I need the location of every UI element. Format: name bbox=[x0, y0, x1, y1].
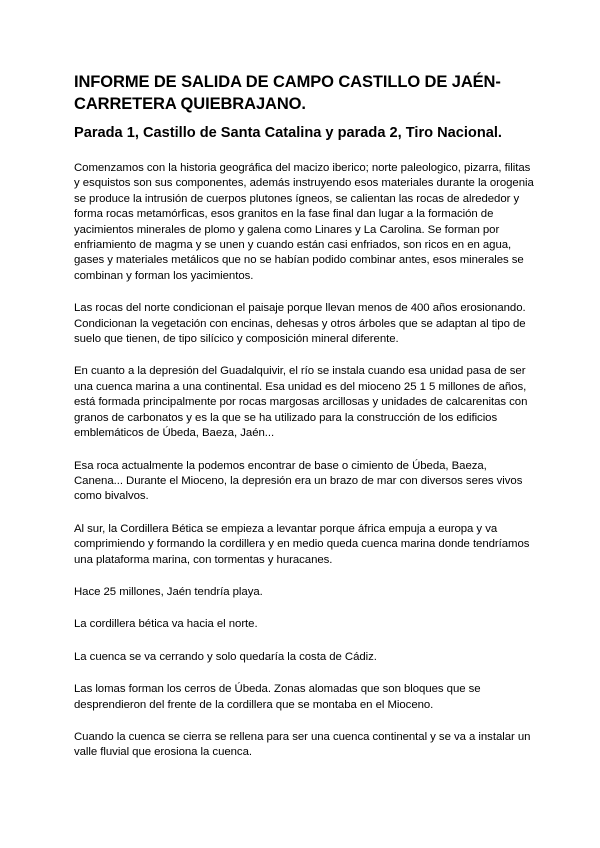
paragraph-10: Cuando la cuenca se cierra se rellena para ser una cuenca continental y se va a instalar un valle fluvial que erosiona la cuenca. bbox=[74, 730, 531, 759]
paragraph-9: Las lomas forman los cerros de Úbeda. Zonas alomadas que son bloques que se desprendieron del frente de la cordillera que se montaba en el Mioceno. bbox=[74, 683, 481, 711]
paragraph-1: Comenzamos con la historia geográfica del macizo iberico; norte paleologico, pizarra, filitas y esquistos son sus componentes, además instruyendo esos materiales durante la orogenia se produce la intrusión de cuerpos plutones ígneos, se calientan las rocas de alrededor y forma rocas metamórficas, esos granitos en la fase final dan lugar a la formación de yacimientos minerales de plomo y galena como Linares y La Carolina. Se forman por enfriamiento de magma y se unen y cuando están casi enfriados, son ricos en en agua, gases y materiales metálicos que no se habían podido combinar antes, esos minerales se combinan y forman los yacimientos. bbox=[74, 162, 534, 282]
paragraph-2: Las rocas del norte condicionan el paisaje porque llevan menos de 400 años erosionando. Condicionan la vegetación con encinas, dehesas y otros árboles que se adaptan al tipo de suelo que tienen, de tipo silícico y composición mineral diferente. bbox=[74, 302, 526, 346]
paragraph-5: Al sur, la Cordillera Bética se empieza a levantar porque áfrica empuja a europa y va comprimiendo y formando la cordillera y en medio queda cuenca marina donde tendríamos una plataforma marina, con tormentas y huracanes. bbox=[74, 522, 530, 566]
document-subtitle: Parada 1, Castillo de Santa Catalina y parada 2, Tiro Nacional. bbox=[74, 125, 502, 141]
paragraph-8: La cuenca se va cerrando y solo quedaría la costa de Cádiz. bbox=[74, 650, 377, 663]
paragraph-7: La cordillera bética va hacia el norte. bbox=[74, 618, 258, 631]
paragraph-3: En cuanto a la depresión del Guadalquivir, el río se instala cuando esa unidad pasa de ser una cuenca marina a una continental. Esa unidad es del mioceno 25 1 5 millones de años, está formada principalmente por rocas margosas arcillosas y unidades de calcarenitas con granos de carbonatos y es la que se ha utilizado para la construcción de los edificios emblemáticos de Úbeda, Baeza, Jaén... bbox=[74, 365, 528, 440]
paragraph-6: Hace 25 millones, Jaén tendría playa. bbox=[74, 585, 263, 598]
document-body bbox=[74, 161, 534, 778]
paragraph-4: Esa roca actualmente la podemos encontrar de base o cimiento de Úbeda, Baeza, Canena... Durante el Mioceno, la depresión era un brazo de mar con diversos seres vivos como bivalvos. bbox=[74, 459, 523, 503]
document-title: INFORME DE SALIDA DE CAMPO CASTILLO DE JAÉN-CARRETERA QUIEBRAJANO. bbox=[74, 73, 501, 113]
